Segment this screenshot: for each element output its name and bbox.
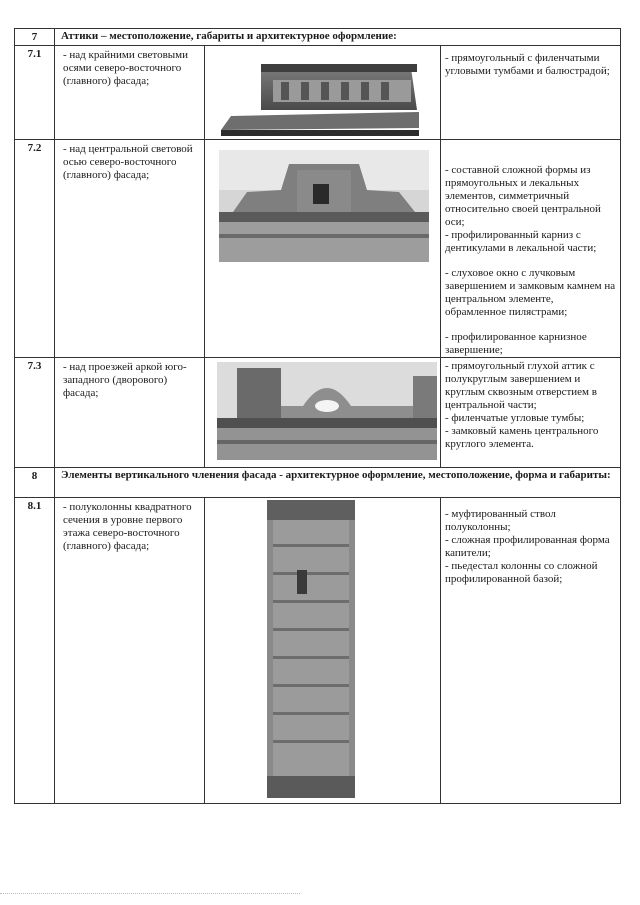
row-notes bbox=[441, 140, 621, 358]
section-number: 7 bbox=[15, 29, 55, 46]
row-photo-cell bbox=[205, 46, 441, 140]
row-number: 8.1 bbox=[15, 498, 55, 804]
row-number: 7.3 bbox=[15, 358, 55, 468]
section-header-row bbox=[15, 468, 621, 498]
table-row bbox=[15, 46, 621, 140]
note-text: - сложная профилированная форма капители; bbox=[445, 534, 610, 559]
row-number: 7.1 bbox=[15, 46, 55, 140]
row-photo-cell bbox=[205, 140, 441, 358]
note-text: - профилированное карнизное завершение; bbox=[445, 331, 587, 356]
section-title: Аттики – местоположение, габариты и архитектурное оформление: bbox=[55, 29, 621, 46]
note-text: - профилированный карниз с дентикулами в лекальной части; bbox=[445, 229, 597, 254]
note-text: - прямоугольный глухой аттик с полукруглым завершением и круглым сквозным отверстием в центральной части; bbox=[445, 360, 597, 411]
row-notes bbox=[441, 498, 621, 804]
note-text: - пьедестал колонны со сложной профилированной базой; bbox=[445, 560, 598, 585]
note-text: - прямоугольный с филенчатыми угловыми тумбами и балюстрадой; bbox=[445, 52, 610, 77]
row-number: 7.2 bbox=[15, 140, 55, 358]
note-text: - филенчатые угловые тумбы; bbox=[445, 412, 585, 424]
row-notes bbox=[441, 46, 621, 140]
document-table bbox=[14, 28, 621, 804]
section-header-row bbox=[15, 29, 621, 46]
column-photo-icon bbox=[267, 500, 355, 798]
table-row bbox=[15, 140, 621, 358]
row-notes bbox=[441, 358, 621, 468]
row-description: - над центральной световой осью северо-восточного (главного) фасада; bbox=[55, 140, 205, 358]
row-photo-cell bbox=[205, 498, 441, 804]
section-title: Элементы вертикального членения фасада - архитектурное оформление, местоположение, форма и габариты: bbox=[55, 468, 621, 498]
note-text: - замковый камень центрального круглого элемента. bbox=[445, 425, 599, 450]
note-text: - муфтированный ствол полуколонны; bbox=[445, 508, 556, 533]
attic-photo-icon bbox=[219, 150, 429, 262]
table-row bbox=[15, 498, 621, 804]
row-description: - над крайними световыми осями северо-восточного (главного) фасада; bbox=[55, 46, 205, 140]
row-photo-cell bbox=[205, 358, 441, 468]
row-description: - полуколонны квадратного сечения в уровне первого этажа северо-восточного (главного) фасада; bbox=[55, 498, 205, 804]
note-text: - составной сложной формы из прямоугольных и лекальных элементов, симметричный относительно своей центральной оси; bbox=[445, 164, 601, 228]
attic-photo-icon bbox=[221, 50, 419, 136]
table-row bbox=[15, 358, 621, 468]
attic-photo-icon bbox=[217, 362, 437, 460]
note-text: - слуховое окно с лучковым завершением и замковым камнем на центральном элементе, обрамленное пилястрами; bbox=[445, 267, 616, 318]
footer-dotted-line bbox=[0, 893, 300, 894]
section-number: 8 bbox=[15, 468, 55, 498]
row-description: - над проезжей аркой юго-западного (дворового) фасада; bbox=[55, 358, 205, 468]
